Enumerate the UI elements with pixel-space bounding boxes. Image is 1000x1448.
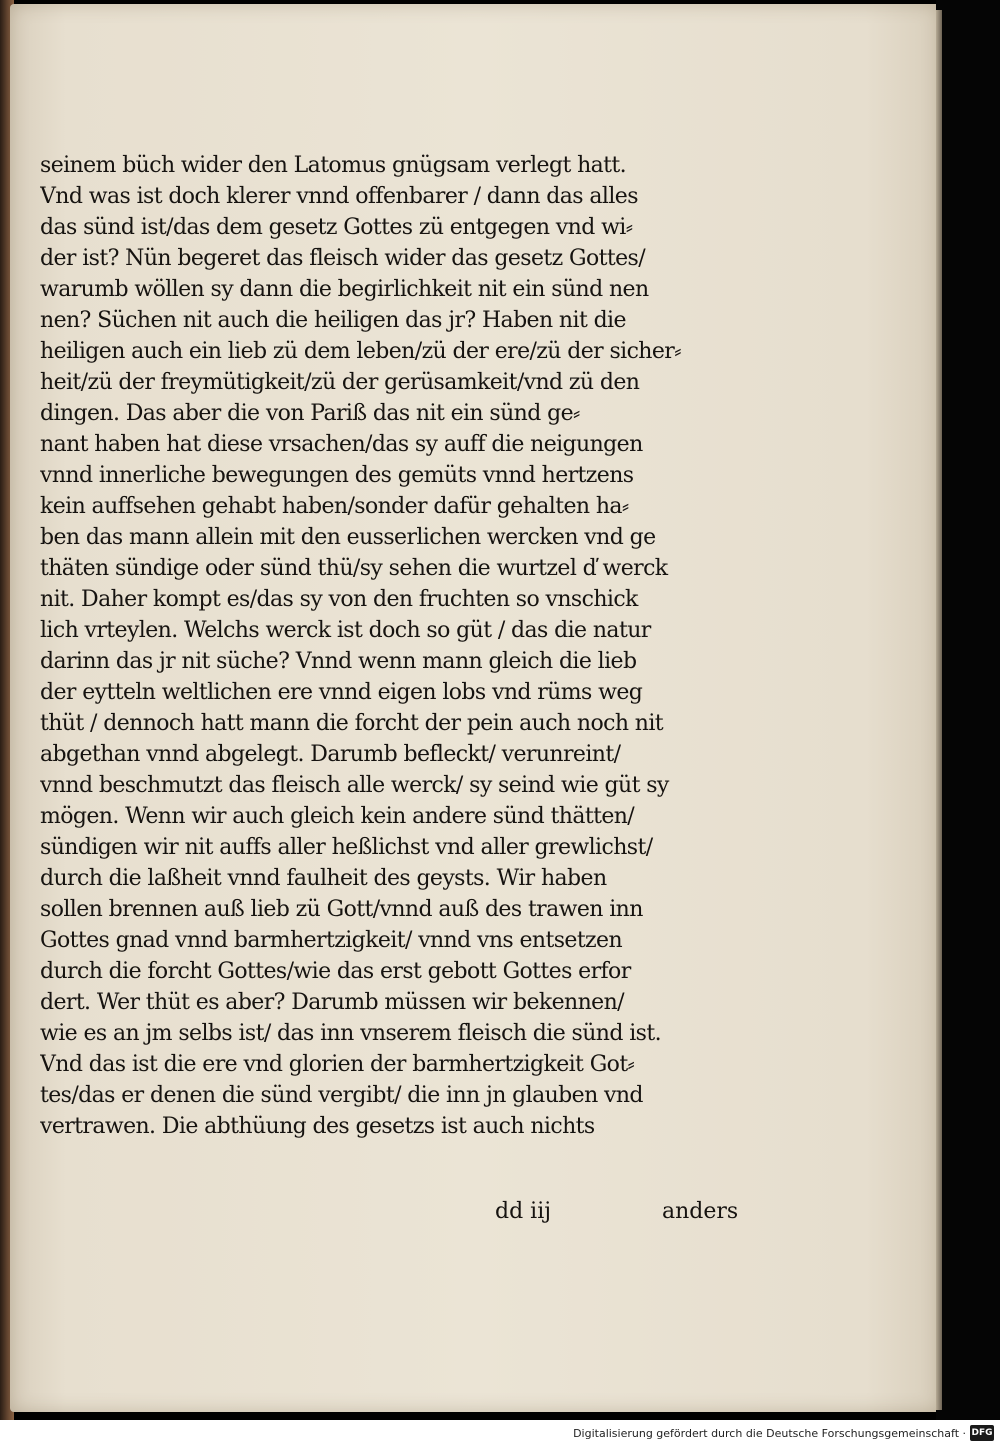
text-line: nit. Daher kompt es/das sy von den fruchten so vnschick [40,587,638,612]
text-line: tes/das er denen die sünd vergibt/ die inn jn glauben vnd [40,1083,643,1108]
text-line: sollen brennen auß lieb zü Gott/vnnd auß des trawen inn [40,897,643,922]
text-line: Vnd was ist doch klerer vnnd offenbarer / dann das alles [40,184,638,209]
text-line: Gottes gnad vnnd barmhertzigkeit/ vnnd vns entsetzen [40,928,623,953]
signature-mark: dd iij [495,1199,552,1224]
text-line: heit/zü der freymütigkeit/zü der gerüsamkeit/vnd zü den [40,370,640,395]
text-line: durch die forcht Gottes/wie das erst gebott Gottes erfor [40,959,631,984]
text-line: der ist? Nün begeret das fleisch wider das gesetz Gottes/ [40,246,646,271]
text-line: kein auffsehen gehabt haben/sonder dafür gehalten ha⸗ [40,494,629,519]
text-line: nant haben hat diese vrsachen/das sy auff die neigungen [40,432,643,457]
text-line: dert. Wer thüt es aber? Darumb müssen wir bekennen/ [40,990,624,1015]
catchword: anders [662,1199,739,1224]
text-line: abgethan vnnd abgelegt. Darumb befleckt/ verunreint/ [40,742,621,767]
text-line: sündigen wir nit auffs aller heßlichst vnd aller grewlichst/ [40,835,653,860]
dfg-logo-icon: DFG [970,1425,994,1441]
text-line: ben das mann allein mit den eusserlichen wercken vnd ge [40,525,656,550]
text-line: mögen. Wenn wir auch gleich kein andere sünd thätten/ [40,804,635,829]
body-text [40,150,770,1142]
text-line: vnnd innerliche bewegungen des gemüts vnnd hertzens [40,463,634,488]
dark-background-right [936,0,1000,1420]
text-line: vertrawen. Die abthüung des gesetzs ist auch nichts [40,1114,595,1139]
text-line: wie es an jm selbs ist/ das inn vnserem fleisch die sünd ist. [40,1021,661,1046]
text-line: darinn das jr nit süche? Vnnd wenn mann gleich die lieb [40,649,637,674]
text-line: nen? Süchen nit auch die heiligen das jr? Haben nit die [40,308,626,333]
funding-notice: Digitalisierung gefördert durch die Deutsche Forschungsgemeinschaft · [573,1427,966,1440]
text-line: Vnd das ist die ere vnd glorien der barmhertzigkeit Got⸗ [40,1052,635,1077]
text-line: das sünd ist/das dem gesetz Gottes zü entgegen vnd wi⸗ [40,215,633,240]
text-line: seinem büch wider den Latomus gnügsam verlegt hatt. [40,153,627,178]
text-line: durch die laßheit vnnd faulheit des geysts. Wir haben [40,866,607,891]
text-line: dingen. Das aber die von Pariß das nit ein sünd ge⸗ [40,401,580,426]
text-line: der eytteln weltlichen ere vnnd eigen lobs vnd rüms weg [40,680,643,705]
text-line: lich vrteylen. Welchs werck ist doch so güt / das die natur [40,618,651,643]
text-line: warumb wöllen sy dann die begirlichkeit nit ein sünd nen [40,277,649,302]
text-line: thäten sündige oder sünd thü/sy sehen die wurtzel ď werck [40,556,668,581]
text-line: vnnd beschmutzt das fleisch alle werck/ sy seind wie güt sy [40,773,669,798]
page-fore-edge [936,10,942,1410]
signature-line [40,1196,770,1227]
footer-bar [0,1420,1000,1448]
text-line: heiligen auch ein lieb zü dem leben/zü der ere/zü der sicher⸗ [40,339,681,364]
text-line: thüt / dennoch hatt mann die forcht der pein auch noch nit [40,711,664,736]
